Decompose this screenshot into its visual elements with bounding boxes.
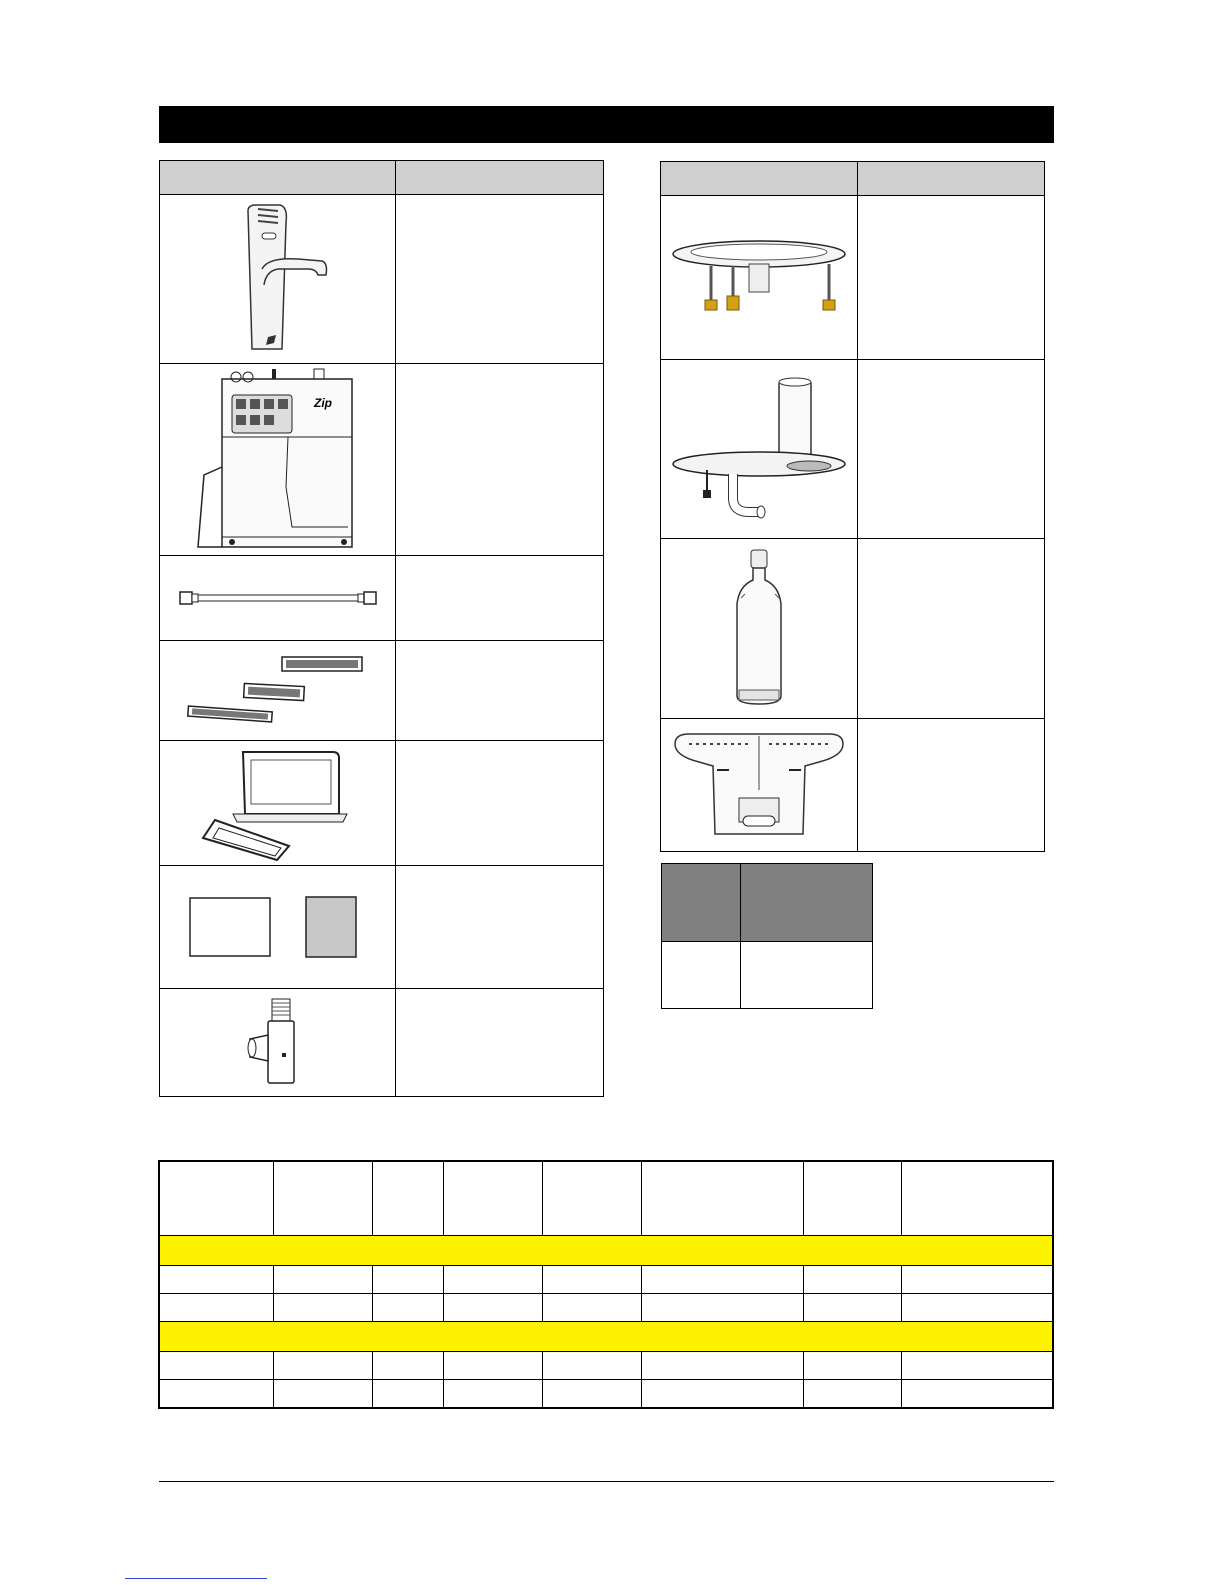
table-cell: [542, 1294, 641, 1322]
table-cell: [641, 1352, 803, 1380]
filter-cell: [661, 539, 858, 719]
table-cell: [159, 1266, 273, 1294]
table-cell: [901, 1294, 1053, 1322]
spec-group-band: [159, 1236, 1053, 1266]
spec-header: [901, 1161, 1053, 1236]
footer-link-underline[interactable]: [125, 1578, 267, 1579]
table-cell: [901, 1266, 1053, 1294]
right-header-item: [661, 162, 858, 196]
table-cell: [443, 1380, 542, 1409]
valve-description: [396, 989, 604, 1097]
table-cell: [159, 1380, 273, 1409]
spec-header: [273, 1161, 372, 1236]
tray-cell: [160, 741, 396, 866]
mount-plate-cell: [661, 196, 858, 360]
table-cell: [443, 1294, 542, 1322]
grilles-cell: [160, 641, 396, 741]
table-cell: [372, 1352, 443, 1380]
table-cell: [273, 1266, 372, 1294]
filter-description: [858, 539, 1045, 719]
cards-description: [396, 866, 604, 989]
tap-description: [396, 195, 604, 364]
table-cell: [641, 1380, 803, 1409]
right-components-table: [660, 161, 1045, 852]
svg-text:Zip: Zip: [313, 396, 332, 410]
table-row: [159, 1294, 1053, 1322]
elbow-plate-description: [858, 360, 1045, 539]
valve-fitting-icon: [238, 995, 318, 1090]
table-cell: [372, 1380, 443, 1409]
table-cell: [443, 1266, 542, 1294]
chiller-boiler-unit-icon: [188, 367, 368, 552]
safety-description: [858, 719, 1045, 852]
tap-cell: [160, 195, 396, 364]
table-row: [159, 1352, 1053, 1380]
spec-header: [372, 1161, 443, 1236]
cards-cell: [160, 866, 396, 989]
left-header-item: [160, 161, 396, 195]
table-cell: [803, 1294, 901, 1322]
mounting-plate-elbow-icon: [669, 374, 849, 524]
grilles-description: [396, 641, 604, 741]
safety-instructions-icon: [669, 730, 849, 840]
table-cell: [159, 1294, 273, 1322]
table-cell: [901, 1352, 1053, 1380]
table-cell: [803, 1352, 901, 1380]
hose-cell: [160, 556, 396, 641]
spec-header: [159, 1161, 273, 1236]
footer-divider: [159, 1481, 1054, 1482]
table-cell: [641, 1266, 803, 1294]
small-table-cell-1: [662, 942, 741, 1009]
hose-description: [396, 556, 604, 641]
mounting-plate-studs-icon: [669, 238, 849, 318]
table-cell: [273, 1352, 372, 1380]
elbow-plate-cell: [661, 360, 858, 539]
mount-plate-description: [858, 196, 1045, 360]
table-cell: [372, 1294, 443, 1322]
table-cell: [803, 1380, 901, 1409]
spec-header: [542, 1161, 641, 1236]
small-table-header-1: [662, 864, 741, 942]
filter-cartridge-icon: [719, 546, 799, 711]
left-components-table: [159, 160, 604, 1097]
table-row: [159, 1380, 1053, 1409]
table-cell: [641, 1294, 803, 1322]
small-info-table: [661, 863, 873, 1009]
table-cell: [372, 1266, 443, 1294]
tray-description: [396, 741, 604, 866]
table-cell: [159, 1352, 273, 1380]
small-table-cell-2: [741, 942, 873, 1009]
unit-cell: [160, 364, 396, 556]
left-header-description: [396, 161, 604, 195]
spec-group-band: [159, 1322, 1053, 1352]
table-cell: [273, 1380, 372, 1409]
table-cell: [443, 1352, 542, 1380]
section-title-bar: [159, 106, 1054, 143]
safety-cell: [661, 719, 858, 852]
template-cards-icon: [178, 892, 378, 962]
tap-icon: [218, 199, 338, 359]
table-cell: [273, 1294, 372, 1322]
table-row: [159, 1266, 1053, 1294]
table-cell: [901, 1380, 1053, 1409]
table-cell: [542, 1266, 641, 1294]
small-table-header-2: [741, 864, 873, 942]
specification-table: [158, 1160, 1054, 1409]
valve-cell: [160, 989, 396, 1097]
spec-header: [803, 1161, 901, 1236]
unit-description: [396, 364, 604, 556]
spec-header: [443, 1161, 542, 1236]
spec-header-row: [159, 1161, 1053, 1236]
right-header-description: [858, 162, 1045, 196]
drip-tray-icon: [193, 746, 363, 861]
vent-grilles-icon: [178, 651, 378, 731]
table-cell: [803, 1266, 901, 1294]
spec-header: [641, 1161, 803, 1236]
braided-hose-icon: [178, 583, 378, 613]
table-cell: [542, 1380, 641, 1409]
table-cell: [542, 1352, 641, 1380]
